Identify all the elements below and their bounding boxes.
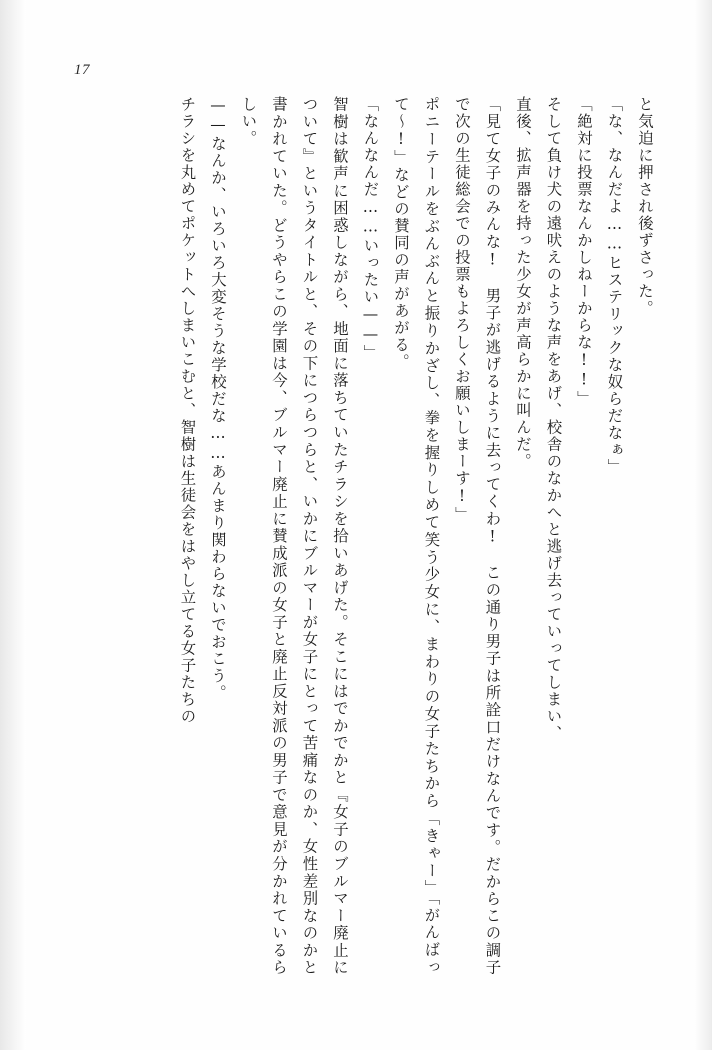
paragraph: 「見て女子のみんな! 男子が逃げるように去ってくわ! この通り男子は所詮口だけなんです。だからこの調子で次の生徒総会での投票もよろしくお願いしまーす!」 [453,96,502,976]
paragraph: 直後、拡声器を持った少女が声高らかに叫んだ。 [514,96,532,470]
paragraph: チラシを丸めてポケットへしまいこむと、智樹は生徒会をはやし立てる女子たちの [178,96,197,725]
body-text-column [94,96,660,976]
page-number: 17 [74,62,90,78]
paragraph: 「なんなんだ……いったい——」 [361,96,380,362]
paragraph: そして負け犬の遠吠えのような声をあげ、校舎のなかへと逃げ去っていってしまい、 [544,96,563,742]
paragraph: ——なんか、いろいろ大変そうな学校だな……あんまり関わらないでおこう。 [209,96,227,702]
paragraph: 「絶対に投票なんかしねーからな!!」 [575,96,593,408]
paragraph: 「な、なんだよ……ヒステリックな奴らだなぁ」 [605,96,624,476]
paragraph: 智樹は歓声に困惑しながら、地面に落ちていたチラシを拾いあげた。そこにはでかでかと『女子のブルマー廃止について』というタイトルと、その下につらつらと、いかにブルマーが女子にとって苦痛なのか、女性差別なのかと書かれていた。どうやらこの学園は今、ブルマー廃止に賛成派の女子と廃止反対派の男子で意見が分かれているらしい。 [239,96,349,976]
paragraph: と気迫に押され後ずさった。 [636,96,654,317]
paragraph: ポニーテールをぶんぶんと振りかざし、拳を握りしめて笑う少女に、まわりの女子たちから「きゃー」「がんばって〜!」などの賛同の声があがる。 [392,96,441,976]
